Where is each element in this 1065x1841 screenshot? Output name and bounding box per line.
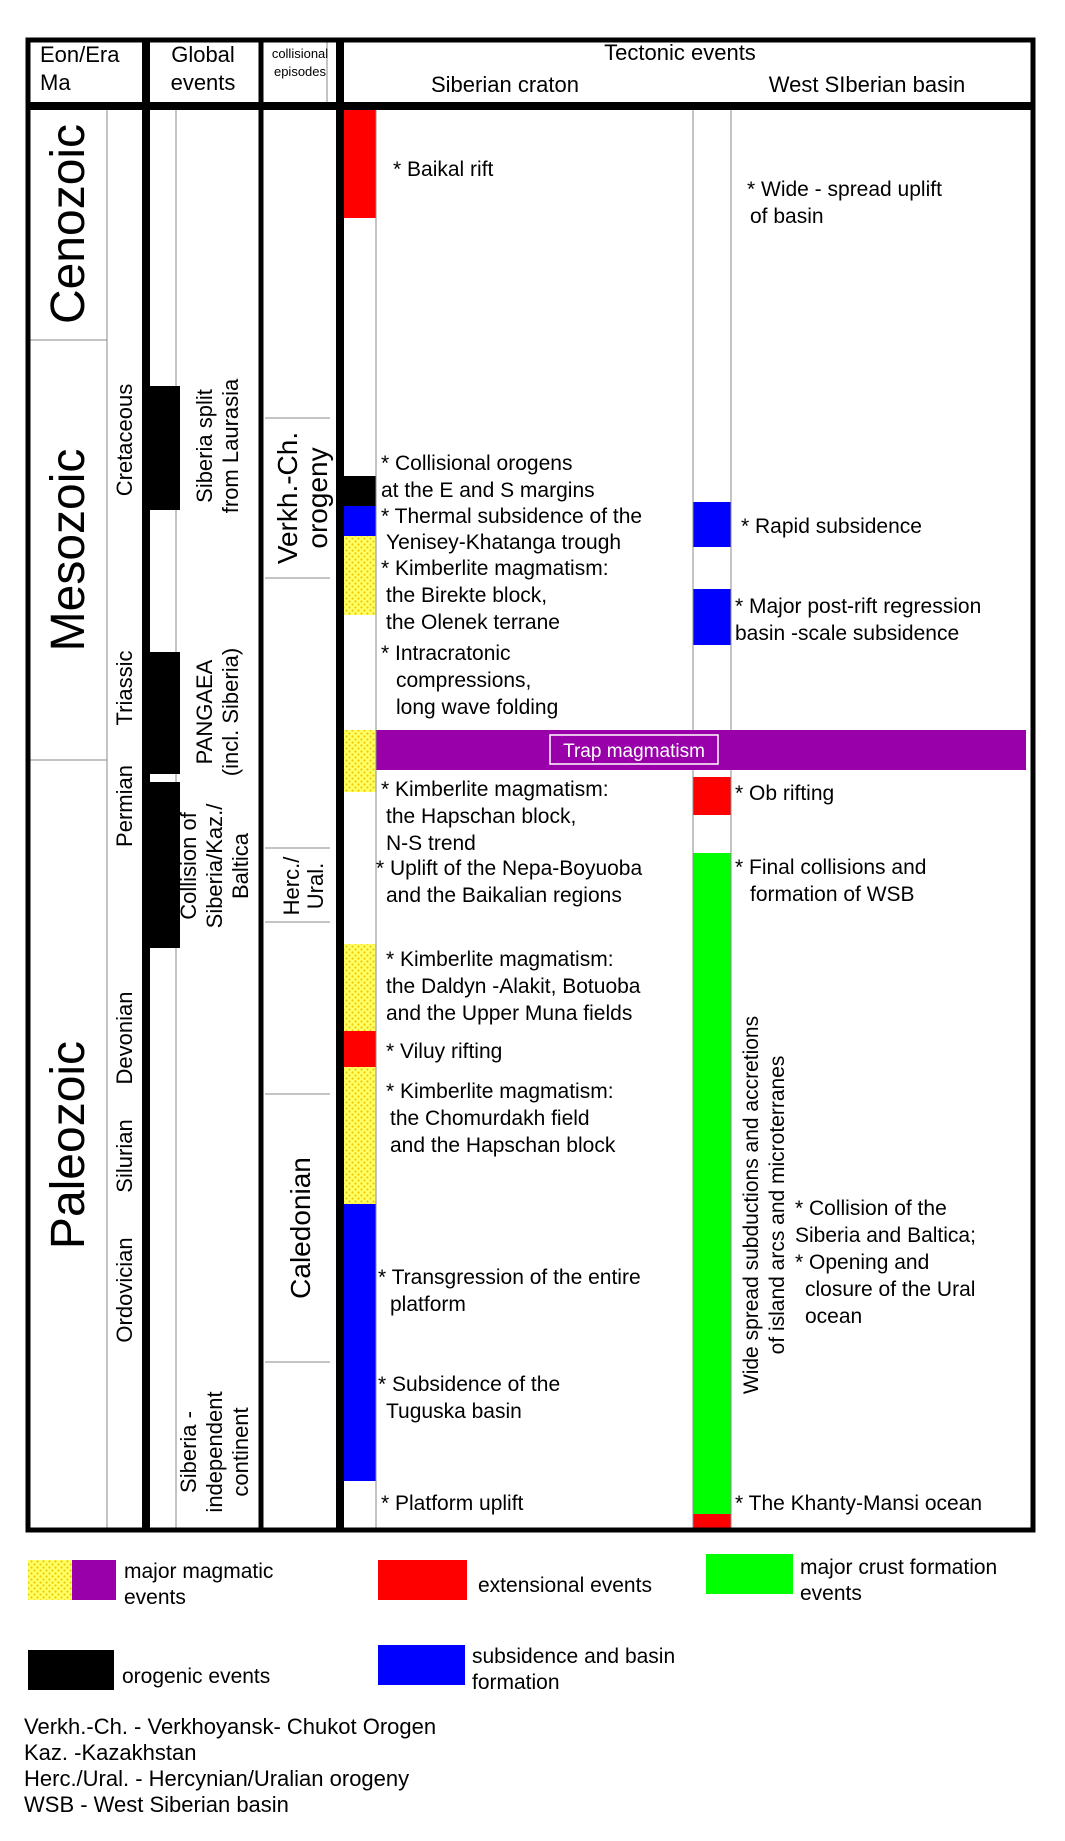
legend-crust-swatch xyxy=(706,1554,793,1594)
wsb-post-rift-2: basin -scale subsidence xyxy=(735,622,960,645)
sc-kimb-birekte-3: the Olenek terrane xyxy=(386,611,560,634)
crust-formation-bar xyxy=(693,853,731,1514)
sc-uplift-1: * Uplift of the Nepa-Boyuoba xyxy=(376,857,643,880)
collisional-orogens-bar xyxy=(344,476,376,506)
sc-kimb-daldyn-3: and the Upper Muna fields xyxy=(386,1002,633,1025)
trap-magmatism-label: Trap magmatism xyxy=(563,741,705,762)
eras xyxy=(42,124,95,1249)
global-independent-3: continent xyxy=(228,1407,253,1497)
wsb-ob-rifting: * Ob rifting xyxy=(735,782,835,805)
transgression-bar xyxy=(344,1204,376,1481)
sc-kimb-birekte-2: the Birekte block, xyxy=(386,584,548,607)
period-permian: Permian xyxy=(112,765,137,847)
baikal-rift-bar xyxy=(344,106,376,218)
triassic-pangaea-bar xyxy=(150,652,180,774)
header xyxy=(40,40,965,97)
legend-magmatic-swatch-yellow xyxy=(28,1560,72,1600)
ob-rifting-bar xyxy=(693,777,731,815)
legend-magmatic-1: major magmatic xyxy=(124,1560,274,1583)
viluy-rifting-bar xyxy=(344,1031,376,1067)
wsb-post-rift-1: * Major post-rift regression xyxy=(735,595,982,618)
sc-kimb-hapschan-1: * Kimberlite magmatism: xyxy=(381,778,609,801)
global-independent-2: independent xyxy=(202,1391,227,1513)
kimberlite-daldyn-bar xyxy=(344,944,376,1031)
abbr-herc: Herc./Ural. - Hercynian/Uralian orogeny xyxy=(24,1766,410,1791)
kimberlite-birekte-bar xyxy=(344,536,376,615)
kimberlite-chomurdakh-bar xyxy=(344,1067,376,1204)
sc-collisional-1: * Collisional orogens xyxy=(381,452,573,475)
episode-herc-2: Ural. xyxy=(303,862,328,910)
sc-kimb-chomurdakh-3: and the Hapschan block xyxy=(390,1134,616,1157)
wsb-vertical-2: of island arcs and microterranes xyxy=(766,1055,789,1355)
trap-magmatism-dots xyxy=(344,730,376,792)
sc-transgression-2: platform xyxy=(390,1293,466,1316)
abbr-verkh: Verkh.-Ch. - Verkhoyansk- Chukot Orogen xyxy=(24,1714,437,1739)
header-west-siberian-basin: West SIberian basin xyxy=(768,72,966,97)
global-pangaea-1: PANGAEA xyxy=(192,659,217,765)
global-collision-1: Collision of xyxy=(176,812,201,920)
global-siberia-split-2: from Laurasia xyxy=(218,378,243,514)
khanty-mansi-bar xyxy=(693,1514,731,1528)
legend-magmatic-2: events xyxy=(124,1586,186,1609)
legend-extensional: extensional events xyxy=(478,1574,652,1597)
sc-kimb-hapschan-2: the Hapschan block, xyxy=(386,805,577,828)
legend-crust-2: events xyxy=(800,1582,862,1605)
header-ma: Ma xyxy=(40,70,71,95)
episode-herc-1: Herc./ xyxy=(279,856,304,916)
period-devonian: Devonian xyxy=(112,991,137,1085)
periods xyxy=(112,384,137,1343)
legend-subsidence-swatch xyxy=(378,1645,465,1685)
global-pangaea-2: (incl. Siberia) xyxy=(218,647,243,777)
wsb-khanty-mansi: * The Khanty-Mansi ocean xyxy=(735,1492,983,1515)
global-collision-3: Baltica xyxy=(228,832,253,900)
wsb-uplift-1: * Wide - spread uplift xyxy=(747,178,942,201)
legend-subsidence-1: subsidence and basin xyxy=(472,1645,676,1668)
sc-kimb-daldyn-2: the Daldyn -Alakit, Botuoba xyxy=(386,975,641,998)
wsb-uplift-2: of basin xyxy=(750,205,824,228)
era-paleozoic: Paleozoic xyxy=(42,1040,95,1250)
legend-orogenic: orogenic events xyxy=(122,1665,271,1688)
header-collisional-2: episodes xyxy=(273,64,327,79)
sc-intracratonic-2: compressions, xyxy=(396,669,532,692)
global-siberia-split-1: Siberia split xyxy=(192,389,217,503)
legend-magmatic-swatch-purple xyxy=(72,1560,116,1600)
sc-thermal-2: Yenisey-Khatanga trough xyxy=(386,531,622,554)
sc-platform-uplift: * Platform uplift xyxy=(381,1492,524,1515)
wsb-vertical-label xyxy=(740,1016,789,1394)
wsb-vertical-1: Wide spread subductions and accretions xyxy=(740,1015,763,1395)
wsb-collision-2: Siberia and Baltica; xyxy=(795,1224,976,1247)
header-collisional-1: collisional xyxy=(271,46,329,61)
wsb-final-collisions-1: * Final collisions and xyxy=(735,856,927,879)
global-independent-1: Siberia - xyxy=(176,1411,201,1493)
sc-uplift-2: and the Baikalian regions xyxy=(386,884,622,907)
post-rift-subsidence-bar xyxy=(693,589,731,645)
sc-kimb-birekte-1: * Kimberlite magmatism: xyxy=(381,557,609,580)
period-cretaceous: Cretaceous xyxy=(112,383,137,497)
era-mesozoic: Mesozoic xyxy=(42,448,95,652)
episode-verkh-1: Verkh.-Ch. xyxy=(272,431,303,565)
header-eon-era: Eon/Era xyxy=(40,42,120,67)
siberian-craton-events xyxy=(376,158,642,1515)
header-global-1: Global xyxy=(171,42,235,67)
episode-verkh-2: orogeny xyxy=(302,447,333,549)
period-triassic: Triassic xyxy=(112,650,137,726)
header-siberian-craton: Siberian craton xyxy=(431,72,579,97)
header-tectonic-events: Tectonic events xyxy=(604,40,756,65)
global-collision-2: Siberia/Kaz./ xyxy=(202,803,227,929)
rapid-subsidence-bar xyxy=(693,502,731,547)
header-global-2: events xyxy=(170,70,236,95)
sc-intracratonic-1: * Intracratonic xyxy=(381,642,511,665)
wsb-collision-5: ocean xyxy=(805,1305,863,1328)
sc-tuguska-2: Tuguska basin xyxy=(386,1400,522,1423)
wsb-collision-1: * Collision of the xyxy=(795,1197,947,1220)
wsb-collision-4: closure of the Ural xyxy=(805,1278,976,1301)
sc-tuguska-1: * Subsidence of the xyxy=(378,1373,561,1396)
period-silurian: Silurian xyxy=(112,1119,137,1193)
legend-extensional-swatch xyxy=(378,1560,467,1600)
era-cenozoic: Cenozoic xyxy=(42,123,95,325)
episode-caledonian: Caledonian xyxy=(285,1157,316,1299)
thermal-subsidence-bar xyxy=(344,506,376,536)
sc-baikal-rift: * Baikal rift xyxy=(393,158,494,181)
legend-orogenic-swatch xyxy=(28,1650,114,1690)
legend xyxy=(28,1554,997,1694)
sc-collisional-2: at the E and S margins xyxy=(381,479,595,502)
legend-crust-1: major crust formation xyxy=(800,1556,998,1579)
sc-kimb-daldyn-1: * Kimberlite magmatism: xyxy=(386,948,614,971)
cretaceous-split-bar xyxy=(150,386,180,510)
wsb-final-collisions-2: formation of WSB xyxy=(750,883,915,906)
sc-intracratonic-3: long wave folding xyxy=(396,696,559,719)
sc-viluy: * Viluy rifting xyxy=(386,1040,503,1063)
abbr-kaz: Kaz. -Kazakhstan xyxy=(24,1740,197,1765)
sc-transgression-1: * Transgression of the entire xyxy=(378,1266,641,1289)
collisional-episodes xyxy=(272,432,333,1299)
wsb-collision-3: * Opening and xyxy=(795,1251,930,1274)
sc-kimb-chomurdakh-1: * Kimberlite magmatism: xyxy=(386,1080,614,1103)
global-events xyxy=(176,378,253,1513)
sc-thermal-1: * Thermal subsidence of the xyxy=(381,505,643,528)
wsb-rapid-subsidence: * Rapid subsidence xyxy=(741,515,922,538)
legend-subsidence-2: formation xyxy=(472,1671,560,1694)
sc-kimb-chomurdakh-2: the Chomurdakh field xyxy=(390,1107,590,1130)
abbr-wsb: WSB - West Siberian basin xyxy=(24,1792,289,1817)
period-ordovician: Ordovician xyxy=(112,1237,137,1343)
sc-kimb-hapschan-3: N-S trend xyxy=(386,832,476,855)
